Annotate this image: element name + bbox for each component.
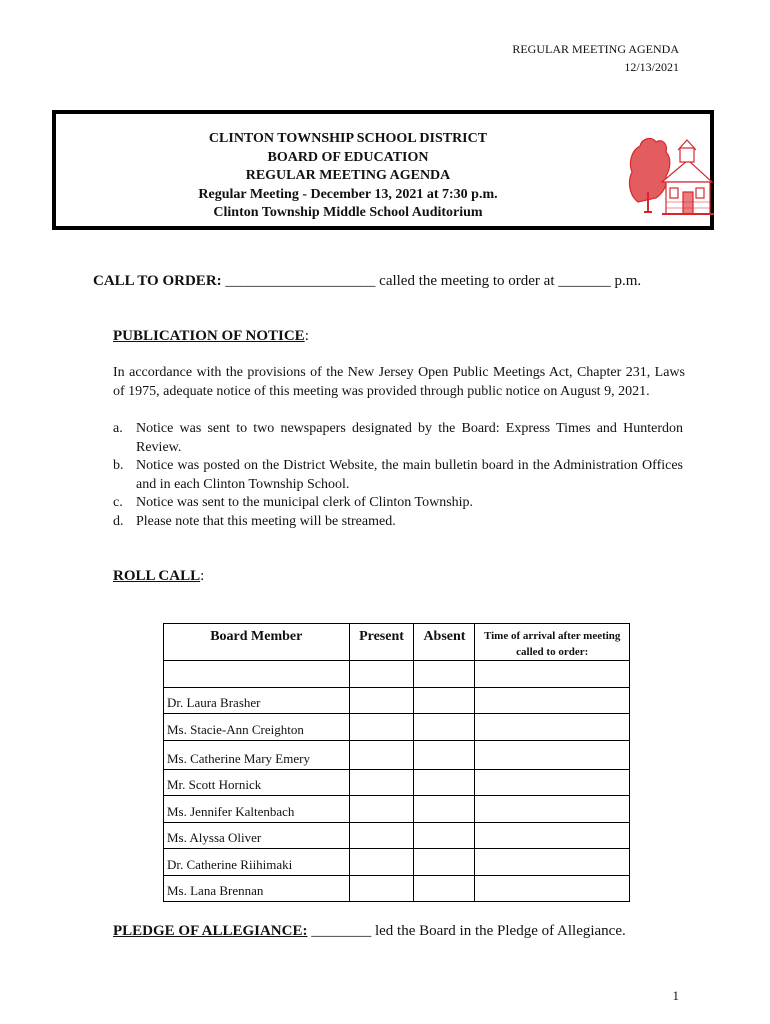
column-header-arrival-time: Time of arrival after meeting called to order: [475, 624, 630, 661]
call-to-order-time-blank[interactable]: _______ [558, 273, 611, 289]
member-name: Ms. Catherine Mary Emery [164, 740, 350, 769]
arrival-cell[interactable] [475, 796, 630, 823]
present-cell[interactable] [349, 796, 414, 823]
arrival-cell[interactable] [475, 687, 630, 714]
table-row-blank [164, 661, 630, 688]
meeting-datetime: Regular Meeting - December 13, 2021 at 7:30 p.m. [198, 186, 498, 202]
list-item: a. Notice was sent to two newspapers designated by the Board: Express Times and Hunterdon Review. [113, 421, 683, 455]
absent-cell[interactable] [414, 849, 475, 876]
list-item: d. Please note that this meeting will be streamed. [113, 513, 396, 529]
absent-cell[interactable] [414, 875, 475, 902]
table-row [164, 822, 630, 849]
page-number: 1 [672, 988, 679, 1003]
call-to-order-text: called the meeting to order at [379, 273, 555, 289]
present-cell[interactable] [349, 740, 414, 769]
absent-cell[interactable] [414, 714, 475, 741]
district-name: CLINTON TOWNSHIP SCHOOL DISTRICT [208, 131, 488, 146]
roll-call-table [163, 623, 630, 902]
table-row [164, 714, 630, 741]
member-name: Ms. Stacie-Ann Creighton [164, 714, 350, 741]
table-row [164, 849, 630, 876]
member-name: Ms. Jennifer Kaltenbach [164, 796, 350, 823]
running-header-title: REGULAR MEETING AGENDA [512, 42, 679, 56]
present-cell[interactable] [349, 849, 414, 876]
absent-cell[interactable] [414, 796, 475, 823]
running-header [512, 40, 679, 76]
member-name: Mr. Scott Hornick [164, 769, 350, 796]
absent-cell[interactable] [414, 687, 475, 714]
present-cell[interactable] [349, 714, 414, 741]
publication-heading: PUBLICATION OF NOTICE [113, 328, 305, 344]
present-cell[interactable] [349, 822, 414, 849]
absent-cell[interactable] [414, 822, 475, 849]
absent-cell[interactable] [414, 769, 475, 796]
column-header-board-member: Board Member [164, 624, 350, 661]
arrival-cell[interactable] [475, 769, 630, 796]
pledge-name-blank[interactable]: ________ [311, 923, 372, 939]
arrival-cell[interactable] [475, 849, 630, 876]
roll-call-heading-line [113, 567, 204, 586]
present-cell[interactable] [349, 875, 414, 902]
pledge-heading: PLEDGE OF ALLEGIANCE: [113, 923, 308, 939]
pledge-text: led the Board in the Pledge of Allegiance. [374, 923, 626, 939]
arrival-cell[interactable] [475, 875, 630, 902]
table-row [164, 769, 630, 796]
call-to-order-label: CALL TO ORDER: [93, 273, 222, 289]
schoolhouse-logo-icon [626, 132, 718, 218]
arrival-cell[interactable] [475, 714, 630, 741]
column-header-absent: Absent [414, 624, 475, 661]
publication-heading-line [113, 327, 309, 346]
member-name: Ms. Alyssa Oliver [164, 822, 350, 849]
list-item: b. Notice was posted on the District Website, the main bulletin board in the Administration Offices and in each Clinton Township School. [113, 458, 683, 492]
list-item: c. Notice was sent to the municipal clerk of Clinton Township. [113, 495, 474, 510]
member-name: Dr. Laura Brasher [164, 687, 350, 714]
publication-colon: : [304, 328, 309, 344]
call-to-order-name-blank[interactable]: ____________________ [225, 273, 376, 289]
publication-intro: In accordance with the provisions of the New Jersey Open Public Meetings Act, Chapter 231, Laws of 1975, adequate notice of this meeting was provided through public notice on August 9, 2021. [113, 365, 685, 399]
present-cell[interactable] [349, 769, 414, 796]
table-row [164, 796, 630, 823]
arrival-cell[interactable] [475, 740, 630, 769]
column-header-present: Present [349, 624, 414, 661]
running-header-date: 12/13/2021 [624, 60, 679, 74]
title-block [138, 130, 558, 223]
present-cell[interactable] [349, 687, 414, 714]
pledge-line [113, 922, 626, 941]
arrival-cell[interactable] [475, 822, 630, 849]
member-name: Dr. Catherine Riihimaki [164, 849, 350, 876]
call-to-order-line [93, 272, 641, 291]
table-row [164, 740, 630, 769]
roll-call-colon: : [200, 568, 205, 584]
table-row [164, 875, 630, 902]
member-name: Ms. Lana Brennan [164, 875, 350, 902]
agenda-title: REGULAR MEETING AGENDA [245, 168, 451, 183]
table-header-row [164, 624, 630, 661]
table-row [164, 687, 630, 714]
meeting-location: Clinton Township Middle School Auditorium [213, 205, 483, 220]
call-to-order-pm: p.m. [614, 273, 642, 289]
board-name: BOARD OF EDUCATION [267, 149, 429, 165]
absent-cell[interactable] [414, 740, 475, 769]
title-box [52, 110, 714, 230]
publication-list [113, 420, 683, 531]
roll-call-heading: ROLL CALL [113, 568, 201, 584]
